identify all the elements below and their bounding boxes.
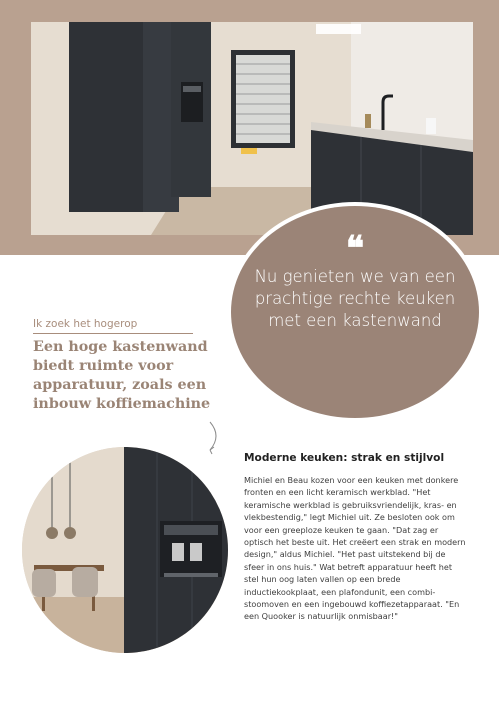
pull-quote-circle: [231, 206, 479, 418]
article-body: Michiel en Beau kozen voor een keuken met donkere fronten en een licht keramisch werkblad. "Het keramische werkblad is gebruiksvriendelijk, kras- en vlekbestendig," legt Michiel uit. Ze besloten ook om voor een greeploze keuken te gaan. "Dat zag er optisch het beste uit. Het creëert een strak en modern design," aldus Michiel. "Het past uitstekend bij de sfeer in ons huis." Wat betreft apparatuur heeft het stel hun oog laten vallen op een brede inductiekookplaat, een plafondunit, een combi-stoomoven en een ingebouwd koffiezetapparaat. "En een Quooker is natuurlijk onmisbaar!": [244, 475, 466, 622]
pull-quote-text: Nu genieten we van een prachtige rechte keuken met een kastenwand: [254, 267, 456, 330]
article-title: Moderne keuken: strak en stijlvol: [244, 452, 445, 464]
curved-arrow-icon: [200, 420, 224, 456]
section-heading: Een hoge kastenwand biedt ruimte voor apparatuur, zoals een inbouw koffiemachine: [33, 339, 211, 412]
section-kicker: Ik zoek het hogerop: [33, 318, 193, 334]
hero-kitchen-photo: [31, 22, 473, 235]
quote-mark-icon: ❝: [345, 229, 365, 269]
coffee-machine-photo: [22, 447, 228, 653]
